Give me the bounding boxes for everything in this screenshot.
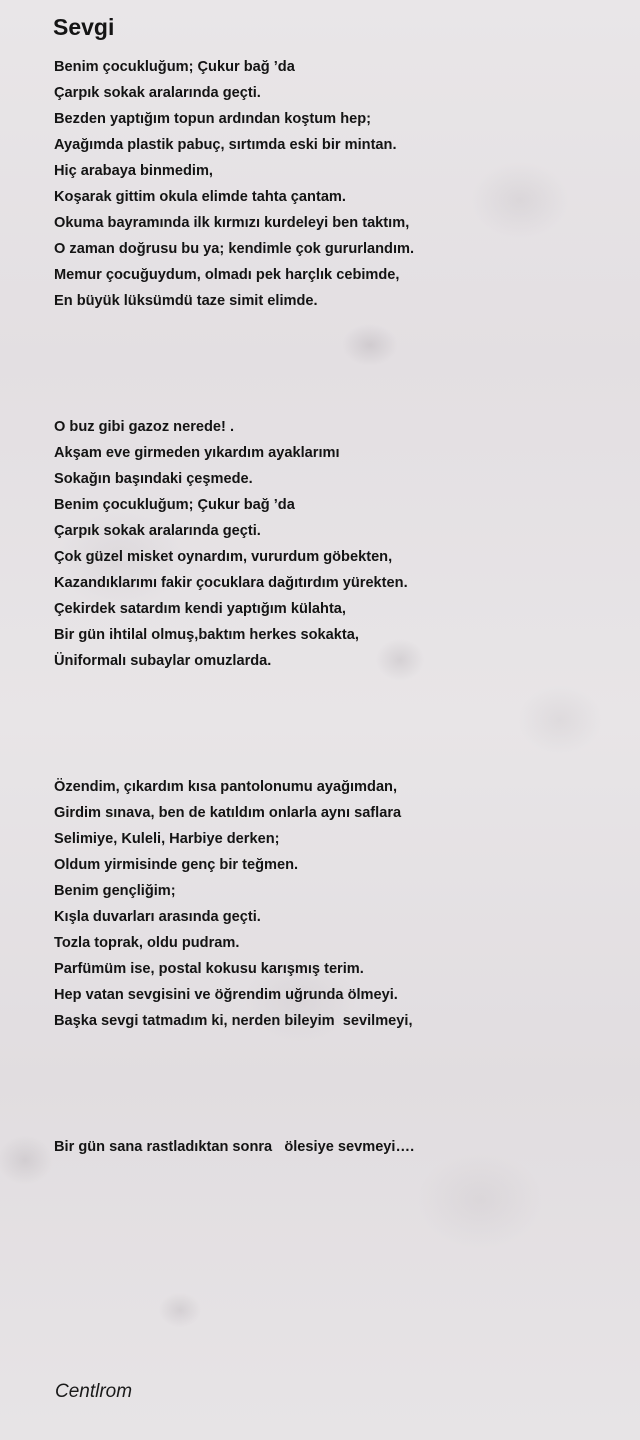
verse-line: Benim gençliğim; [54,883,176,899]
verse-line: Bir gün sana rastladıktan sonra ölesiye sevmeyi…. [54,1139,415,1155]
verse-line: Üniformalı subaylar omuzlarda. [54,653,272,669]
verse-line: Memur çocuğuydum, olmadı pek harçlık cebimde, [54,267,400,283]
verse-line: Koşarak gittim okula elimde tahta çantam. [54,189,346,205]
verse-line: Kazandıklarımı fakir çocuklara dağıtırdım yürekten. [54,575,408,591]
verse-line: Çarpık sokak aralarında geçti. [54,85,261,101]
verse-line: Bir gün ihtilal olmuş,baktım herkes sokakta, [54,627,359,643]
poem-author: Centlrom [55,1381,133,1402]
stanza-3 [54,774,413,1034]
verse-line: Selimiye, Kuleli, Harbiye derken; [54,831,280,847]
verse-line: Özendim, çıkardım kısa pantolonumu ayağımdan, [54,779,398,795]
verse-line: Akşam eve girmeden yıkardım ayaklarımı [54,445,340,461]
verse-line: Girdim sınava, ben de katıldım onlarla aynı saflara [54,805,402,821]
verse-line: Ayağımda plastik pabuç, sırtımda eski bir mintan. [54,137,397,153]
stanza-2 [54,414,408,674]
verse-line: O zaman doğrusu bu ya; kendimle çok gururlandım. [54,241,415,257]
verse-line: Çarpık sokak aralarında geçti. [54,523,261,539]
verse-line: Başka sevgi tatmadım ki, nerden bileyim sevilmeyi, [54,1013,413,1029]
verse-line: Kışla duvarları arasında geçti. [54,909,261,925]
verse-line: Tozla toprak, oldu pudram. [54,935,240,951]
verse-line: Benim çocukluğum; Çukur bağ ’da [54,497,295,513]
stanza-4 [54,1134,414,1160]
poem-title: Sevgi [53,14,115,40]
verse-line: Hiç arabaya binmedim, [54,163,213,179]
verse-line: Benim çocukluğum; Çukur bağ ’da [54,59,295,75]
verse-line: Parfümüm ise, postal kokusu karışmış terim. [54,961,364,977]
verse-line: Çok güzel misket oynardım, vururdum göbekten, [54,549,393,565]
verse-line: O buz gibi gazoz nerede! . [54,419,234,435]
verse-line: En büyük lüksümdü taze simit elimde. [54,293,318,309]
verse-line: Çekirdek satardım kendi yaptığım külahta, [54,601,346,617]
verse-line: Oldum yirmisinde genç bir teğmen. [54,857,299,873]
verse-line: Hep vatan sevgisini ve öğrendim uğrunda ölmeyi. [54,987,398,1003]
verse-line: Sokağın başındaki çeşmede. [54,471,253,487]
stanza-1 [54,54,414,314]
verse-line: Okuma bayramında ilk kırmızı kurdeleyi ben taktım, [54,215,410,231]
verse-line: Bezden yaptığım topun ardından koştum hep; [54,111,372,127]
